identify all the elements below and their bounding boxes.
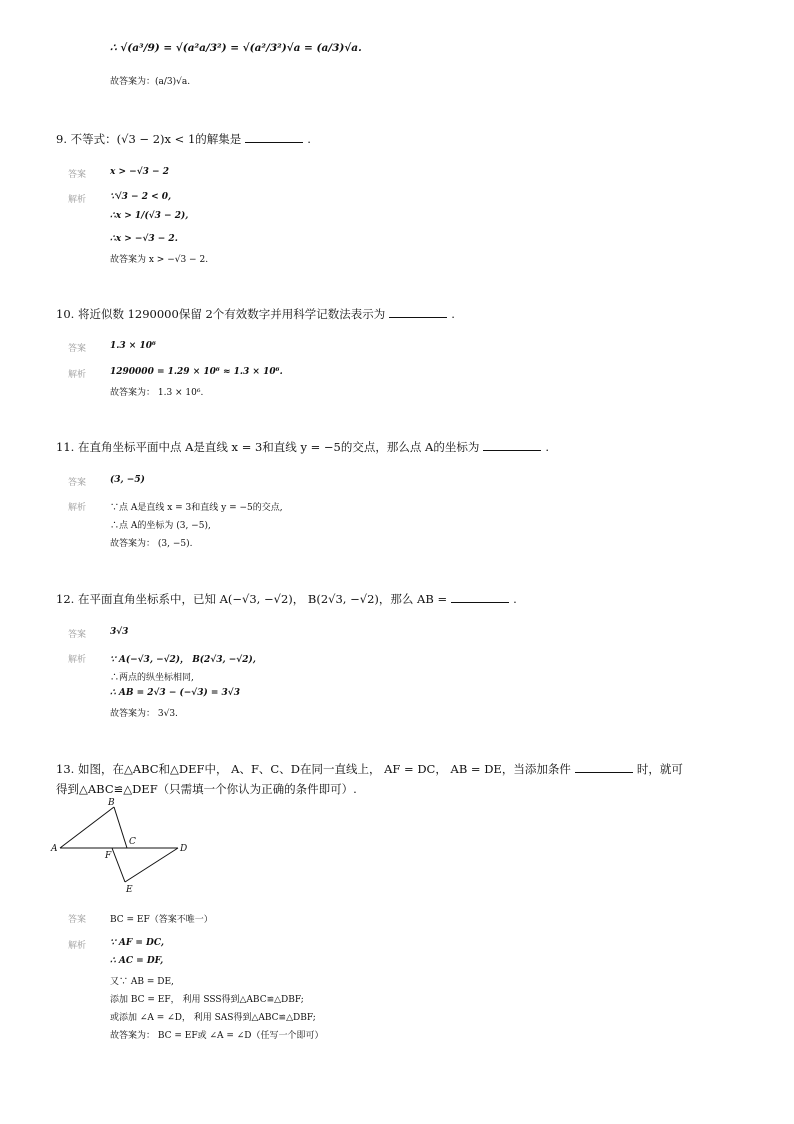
analysis-label: 解析	[68, 370, 87, 380]
segment-bc	[114, 807, 127, 848]
q10-analysis-2: 故答案为： 1.3 × 10⁶.	[110, 388, 204, 398]
q12-analysis-2: ∴两点的纵坐标相同,	[110, 673, 194, 683]
answer-blank	[389, 316, 447, 318]
answer-label: 答案	[68, 630, 87, 640]
q9-analysis-3: ∴x > −√3 − 2.	[110, 234, 178, 244]
q11-analysis-1: ∵点 A是直线 x = 3和直线 y = −5的交点,	[110, 503, 283, 513]
triangle-figure	[50, 796, 200, 894]
top-answer-line: 故答案为：(a/3)√a.	[110, 77, 191, 87]
label-a: A	[51, 844, 58, 854]
question-11	[56, 439, 549, 455]
question-13-text-b: 时，就可	[636, 762, 683, 776]
segment-de	[125, 848, 178, 882]
q10-answer: 1.3 × 10⁶	[110, 341, 156, 351]
q13-analysis-1: ∵ AF = DC,	[110, 938, 164, 948]
answer-blank	[451, 601, 509, 603]
question-13-line1	[56, 761, 683, 777]
label-e: E	[126, 885, 133, 894]
segment-ab	[60, 807, 114, 848]
q12-answer: 3√3	[110, 627, 129, 637]
label-c: C	[129, 837, 136, 847]
question-11-text: 11. 在直角坐标平面中点 A是直线 x = 3和直线 y = −5的交点，那么点 A的坐标为	[56, 440, 480, 454]
answer-label: 答案	[68, 478, 87, 488]
q12-analysis-4: 故答案为： 3√3.	[110, 709, 178, 719]
q9-analysis-2: ∴x > 1/(√3 − 2),	[110, 211, 189, 221]
q13-analysis-6: 故答案为： BC = EF或 ∠A = ∠D（任写一个即可）	[110, 1031, 324, 1041]
label-d: D	[180, 844, 188, 854]
question-end: .	[545, 440, 549, 454]
question-10-text: 10. 将近似数 1290000保留 2个有效数字并用科学记数法表示为	[56, 307, 386, 321]
question-12-text: 12. 在平面直角坐标系中，已知 A(−√3, −√2)， B(2√3, −√2)，那么 AB =	[56, 592, 448, 606]
question-13-line2: 得到△ABC≌△DEF（只需填一个你认为正确的条件即可）.	[56, 782, 357, 796]
q12-analysis-3: ∴ AB = 2√3 − (−√3) = 3√3	[110, 688, 240, 698]
analysis-label: 解析	[68, 503, 87, 513]
q11-analysis-3: 故答案为： (3, −5).	[110, 539, 193, 549]
answer-label: 答案	[68, 344, 87, 354]
q13-analysis-3: 又∵ AB = DE,	[110, 977, 174, 987]
q11-analysis-2: ∴点 A的坐标为 (3, −5),	[110, 521, 211, 531]
question-9	[56, 131, 311, 147]
q13-answer: BC = EF（答案不唯一）	[110, 915, 213, 925]
answer-label: 答案	[68, 170, 87, 180]
question-10	[56, 306, 455, 322]
q10-analysis-1: 1290000 = 1.29 × 10⁶ ≈ 1.3 × 10⁶.	[110, 367, 283, 377]
question-end: .	[307, 132, 311, 146]
q9-analysis-1: ∵√3 − 2 < 0,	[110, 192, 172, 202]
answer-blank	[245, 141, 303, 143]
label-f: F	[105, 851, 112, 861]
answer-blank	[483, 449, 541, 451]
question-end: .	[513, 592, 517, 606]
answer-blank	[575, 771, 633, 773]
analysis-label: 解析	[68, 655, 87, 665]
question-12	[56, 591, 517, 607]
q12-analysis-1: ∵ A(−√3, −√2)， B(2√3, −√2),	[110, 655, 256, 665]
q11-answer: (3, −5)	[110, 475, 145, 485]
question-13-text-a: 13. 如图，在△ABC和△DEF中， A、F、C、D在同一直线上， AF = DC， AB = DE，当添加条件	[56, 762, 571, 776]
top-derivation: ∴ √(a³/9) = √(a²a/3²) = √(a²/3²)√a = (a/3)√a.	[110, 42, 362, 54]
q9-answer: x > −√3 − 2	[110, 167, 169, 177]
analysis-label: 解析	[68, 941, 87, 951]
question-9-text: 9. 不等式：(√3 − 2)x < 1的解集是	[56, 132, 242, 146]
q13-analysis-4: 添加 BC = EF， 利用 SSS得到△ABC≌△DBF;	[110, 995, 304, 1005]
q13-analysis-5: 或添加 ∠A = ∠D， 利用 SAS得到△ABC≌△DBF;	[110, 1013, 316, 1023]
answer-label: 答案	[68, 915, 87, 925]
q9-analysis-4: 故答案为 x > −√3 − 2.	[110, 255, 209, 265]
question-end: .	[451, 307, 455, 321]
q13-analysis-2: ∴ AC = DF,	[110, 956, 164, 966]
segment-ef	[112, 848, 125, 882]
label-b: B	[108, 798, 115, 808]
analysis-label: 解析	[68, 195, 87, 205]
